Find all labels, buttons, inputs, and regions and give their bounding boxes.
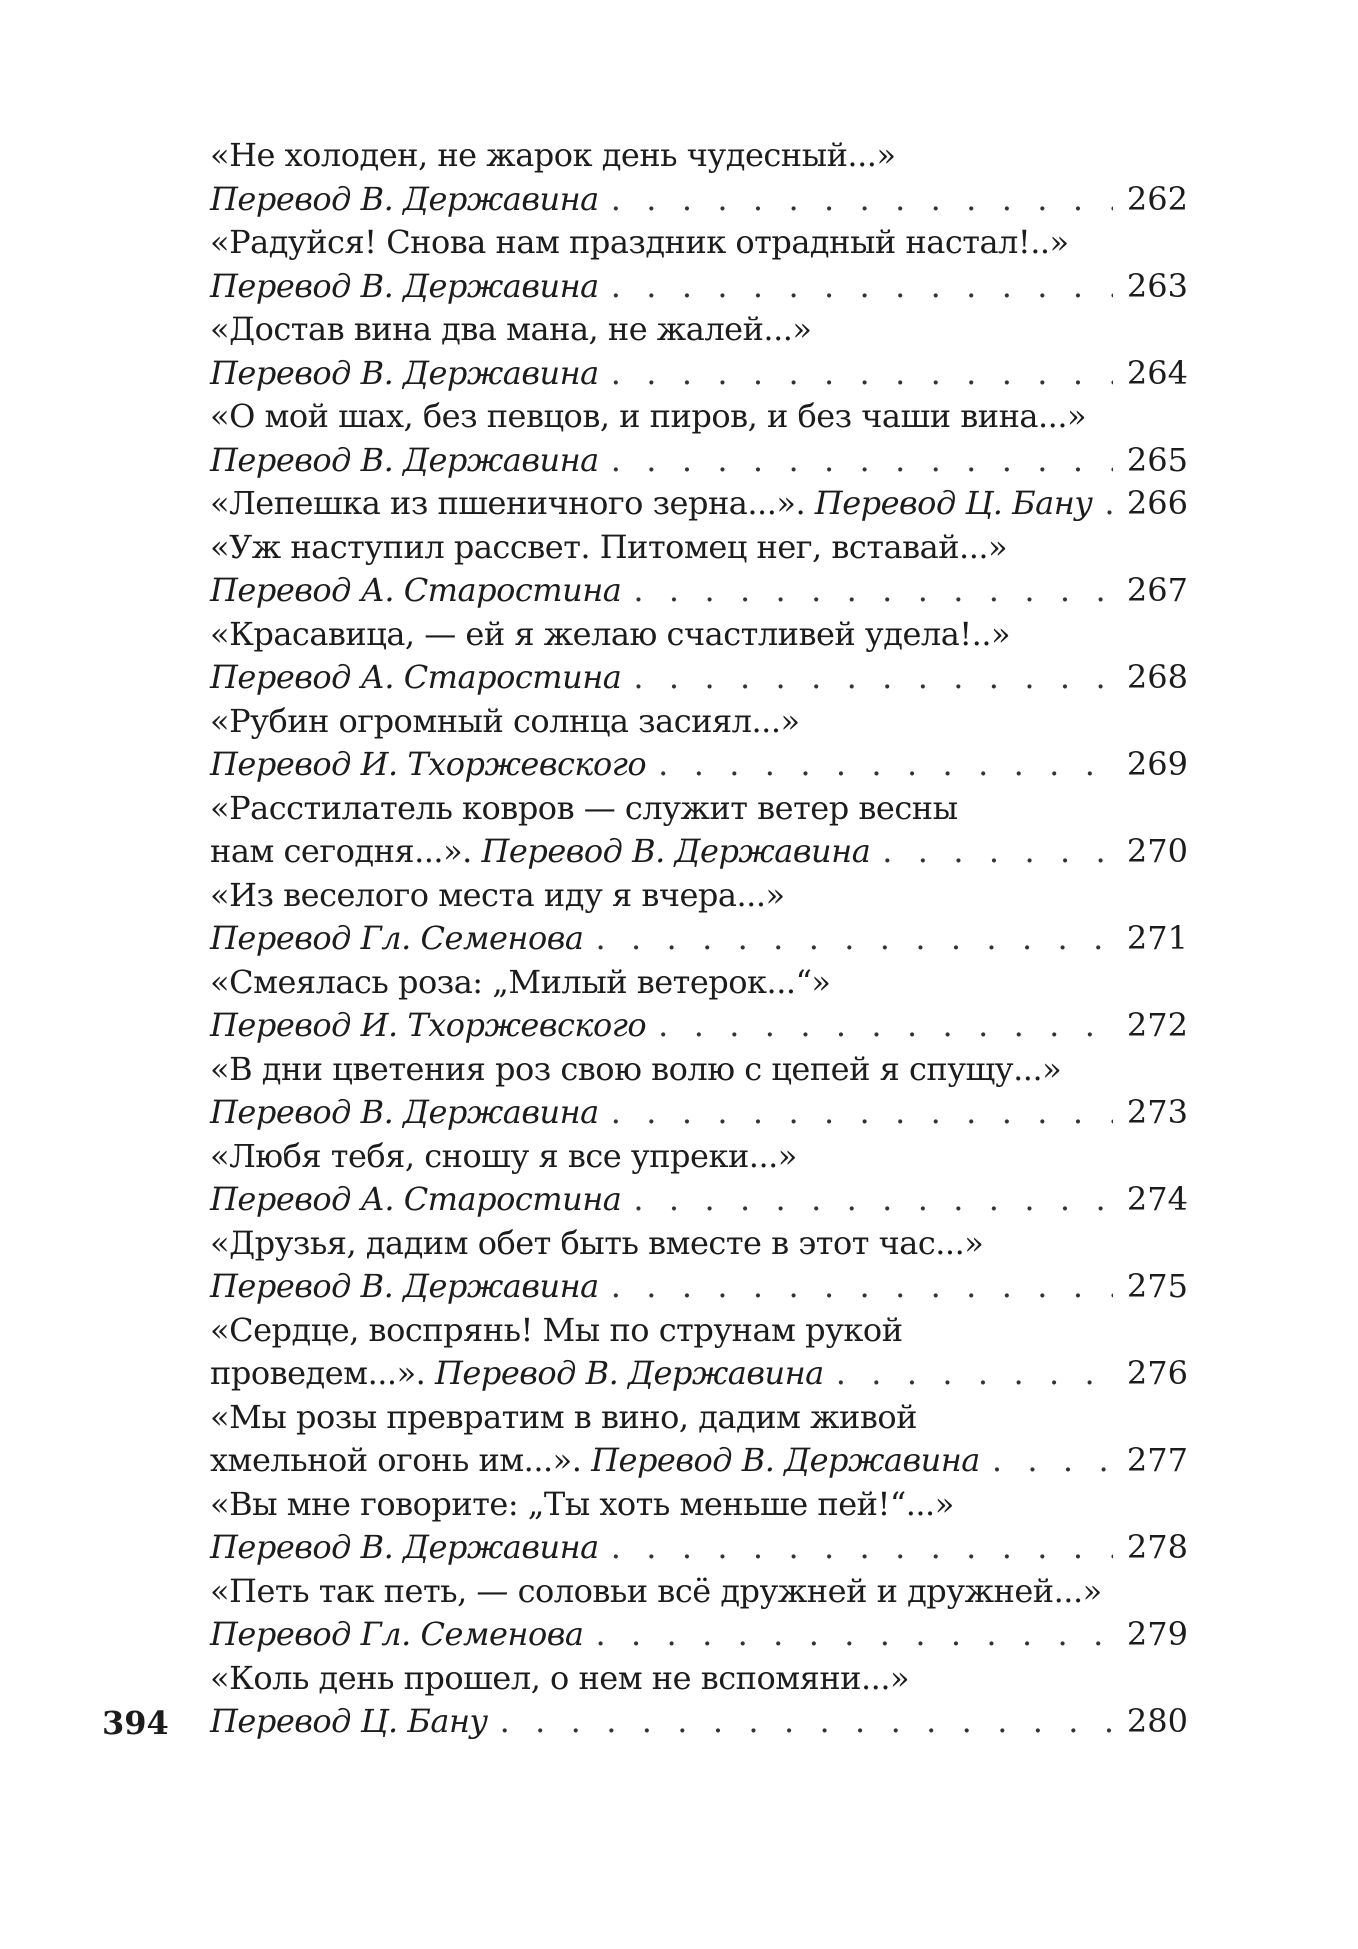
- translator-credit: Перевод А. Старостина: [210, 658, 622, 696]
- toc-entry-line: [210, 1178, 1188, 1222]
- toc-entry-line: [210, 1700, 1188, 1744]
- translator-credit: Перевод Ц. Бану: [814, 484, 1093, 522]
- translator-credit: Перевод В. Державина: [210, 266, 599, 305]
- toc-entry: [210, 134, 1188, 221]
- toc-entry-line: [210, 1352, 1188, 1396]
- dot-leader: [611, 265, 1113, 309]
- poem-first-line: «Уж наступил рассвет. Питомец нег, вставай...»: [210, 527, 1008, 566]
- toc-entry-text: [210, 787, 958, 831]
- toc-entry-line: [210, 1222, 1188, 1266]
- toc-entry-text: [210, 1570, 1102, 1614]
- toc-entry-line: [210, 613, 1188, 657]
- toc-entry: [210, 1396, 1188, 1483]
- toc-entry-text: [210, 1657, 909, 1701]
- toc-entry-text: [210, 1178, 621, 1222]
- poem-first-line: проведем...».: [210, 1354, 435, 1392]
- toc-entry-line: [210, 1483, 1188, 1527]
- toc-entry-text: [210, 1265, 599, 1309]
- poem-first-line: «Лепешка из пшеничного зерна...».: [210, 484, 815, 522]
- poem-first-line: «Не холоден, не жарок день чудесный...»: [210, 136, 896, 174]
- toc-entry-line: [210, 1004, 1188, 1048]
- toc-entry-line: [210, 395, 1188, 439]
- poem-first-line: «О мой шах, без певцов, и пиров, и без чаши вина...»: [210, 397, 1087, 435]
- dot-leader: [658, 743, 1113, 787]
- toc-entry: [210, 1657, 1188, 1744]
- toc-entry-text: [210, 1439, 980, 1483]
- toc-entry-line: [210, 917, 1188, 961]
- toc-entry-line: [210, 656, 1188, 700]
- translator-credit: Перевод И. Тхоржевского: [210, 1006, 647, 1044]
- dot-leader: [611, 1526, 1113, 1570]
- entry-page-number: 274: [1126, 1180, 1188, 1218]
- toc-entry-text: [210, 656, 621, 700]
- translator-credit: Перевод Гл. Семенова: [210, 1615, 584, 1653]
- translator-credit: Перевод Гл. Семенова: [210, 919, 584, 957]
- entry-page-number: 279: [1126, 1615, 1188, 1653]
- dot-leader: [611, 1265, 1113, 1309]
- dot-leader: [836, 1352, 1113, 1396]
- toc-entry-text: [210, 1135, 797, 1179]
- toc-entry-text: [210, 265, 599, 309]
- toc-entry: [210, 874, 1188, 961]
- poem-first-line: «Друзья, дадим обет быть вместе в этот час...»: [210, 1223, 984, 1262]
- toc-entry-line: [210, 439, 1188, 483]
- entry-page-number: 265: [1126, 440, 1188, 479]
- entry-page-number: 275: [1126, 1267, 1188, 1305]
- poem-first-line: нам сегодня...».: [210, 832, 482, 870]
- toc-entry: [210, 1309, 1188, 1396]
- poem-first-line: «Рубин огромный солнца засиял...»: [210, 701, 800, 740]
- toc-entry-text: [210, 526, 1007, 570]
- entry-page-number: 262: [1126, 179, 1188, 218]
- poem-first-line: «Мы розы превратим в вино, дадим живой: [210, 1397, 917, 1436]
- toc-entry-line: [210, 1048, 1188, 1092]
- translator-credit: Перевод Ц. Бану: [210, 1702, 488, 1740]
- entry-page-number: 266: [1126, 484, 1188, 522]
- entry-page-number: 270: [1126, 832, 1188, 870]
- entry-page-number: 268: [1126, 658, 1188, 696]
- poem-first-line: «Красавица, — ей я желаю счастливей удела!..»: [210, 614, 1011, 653]
- entry-page-number: 267: [1126, 571, 1188, 609]
- dot-leader: [633, 656, 1113, 700]
- toc-entry-text: [210, 874, 785, 918]
- translator-credit: Перевод В. Державина: [210, 440, 599, 479]
- dot-leader: [611, 352, 1113, 396]
- toc-entry-line: [210, 961, 1188, 1005]
- toc-entry-line: [210, 134, 1188, 178]
- dot-leader: [658, 1004, 1113, 1048]
- poem-first-line: «Смеялась роза: „Милый ветерок...“»: [210, 962, 831, 1001]
- entry-page-number: 276: [1126, 1354, 1188, 1392]
- poem-first-line: хмельной огонь им...».: [210, 1441, 592, 1479]
- dot-leader: [595, 917, 1112, 961]
- toc-entry: [210, 221, 1188, 308]
- toc-entry: [210, 787, 1188, 874]
- toc-entry-text: [210, 439, 599, 483]
- poem-first-line: «Вы мне говорите: „Ты хоть меньше пей!“...»: [210, 1484, 954, 1523]
- toc-entry-text: [210, 482, 1092, 526]
- poem-first-line: «Петь так петь, — соловьи всё дружней и дружней...»: [210, 1571, 1102, 1610]
- dot-leader: [633, 569, 1113, 613]
- toc-entry-text: [210, 613, 1010, 657]
- toc-entry: [210, 308, 1188, 395]
- translator-credit: Перевод В. Державина: [481, 832, 871, 870]
- toc-entry: [210, 526, 1188, 613]
- toc-entry: [210, 1222, 1188, 1309]
- toc-entry-line: [210, 482, 1188, 526]
- entry-page-number: 272: [1126, 1006, 1188, 1044]
- toc-entry-line: [210, 1091, 1188, 1135]
- poem-first-line: «Расстилатель ковров — служит ветер весны: [210, 788, 958, 827]
- page-number: 394: [102, 1704, 169, 1742]
- translator-credit: Перевод А. Старостина: [210, 1180, 622, 1218]
- entry-page-number: 271: [1126, 919, 1188, 957]
- dot-leader: [611, 178, 1113, 222]
- dot-leader: [882, 830, 1113, 874]
- poem-first-line: «В дни цветения роз свою волю с цепей я спущу...»: [210, 1049, 1062, 1088]
- dot-leader: [611, 439, 1113, 483]
- toc-entry-text: [210, 178, 599, 222]
- entry-page-number: 277: [1126, 1441, 1188, 1479]
- toc-entry: [210, 395, 1188, 482]
- toc-entry-line: [210, 1309, 1188, 1353]
- toc-entry: [210, 1483, 1188, 1570]
- dot-leader: [992, 1439, 1113, 1483]
- toc-entry-text: [210, 134, 896, 178]
- poem-first-line: «Сердце, воспрянь! Мы по струнам рукой: [210, 1310, 903, 1349]
- dot-leader: [633, 1178, 1113, 1222]
- translator-credit: Перевод В. Державина: [210, 1528, 599, 1566]
- poem-first-line: «Любя тебя, сношу я все упреки...»: [210, 1136, 797, 1175]
- entry-page-number: 263: [1126, 266, 1188, 305]
- toc-entry-text: [210, 830, 870, 874]
- poem-first-line: «Из веселого места иду я вчера...»: [210, 875, 785, 914]
- entry-page-number: 269: [1126, 745, 1188, 783]
- toc-entry-text: [210, 1700, 488, 1744]
- poem-first-line: «Коль день прошел, о нем не вспомяни...»: [210, 1658, 910, 1697]
- toc-entry-text: [210, 917, 583, 961]
- toc-entry-line: [210, 1135, 1188, 1179]
- toc-entry-text: [210, 1352, 824, 1396]
- toc-entry-text: [210, 1091, 599, 1135]
- toc-entry: [210, 961, 1188, 1048]
- toc-entry-line: [210, 569, 1188, 613]
- toc-entry-line: [210, 1439, 1188, 1483]
- toc-entry-text: [210, 1396, 917, 1440]
- toc-entry-text: [210, 1222, 983, 1266]
- dot-leader: [500, 1700, 1113, 1744]
- toc-entry-line: [210, 1613, 1188, 1657]
- toc-entry-text: [210, 221, 1069, 265]
- translator-credit: Перевод В. Державина: [210, 179, 599, 218]
- toc-entry-text: [210, 1613, 583, 1657]
- toc-entry-text: [210, 1309, 903, 1353]
- entry-page-number: 264: [1126, 353, 1188, 392]
- translator-credit: Перевод В. Державина: [591, 1441, 980, 1479]
- toc-entry: [210, 613, 1188, 700]
- translator-credit: Перевод А. Старостина: [210, 571, 622, 609]
- toc-entry-line: [210, 1657, 1188, 1701]
- dot-leader: [1104, 482, 1113, 526]
- translator-credit: Перевод В. Державина: [210, 353, 599, 392]
- toc-entry-line: [210, 1570, 1188, 1614]
- translator-credit: Перевод В. Державина: [210, 1267, 599, 1305]
- table-of-contents: [210, 134, 1188, 1744]
- toc-entry-line: [210, 874, 1188, 918]
- translator-credit: Перевод И. Тхоржевского: [210, 745, 647, 783]
- entry-page-number: 278: [1126, 1528, 1188, 1566]
- toc-entry-line: [210, 221, 1188, 265]
- dot-leader: [595, 1613, 1112, 1657]
- entry-page-number: 273: [1126, 1093, 1188, 1131]
- toc-entry-line: [210, 526, 1188, 570]
- toc-entry: [210, 1570, 1188, 1657]
- toc-entry-text: [210, 569, 621, 613]
- toc-entry-line: [210, 1396, 1188, 1440]
- toc-entry-text: [210, 395, 1086, 439]
- toc-entry: [210, 1048, 1188, 1135]
- toc-entry: [210, 700, 1188, 787]
- toc-entry-line: [210, 700, 1188, 744]
- toc-entry-line: [210, 308, 1188, 352]
- poem-first-line: «Радуйся! Снова нам праздник отрадный настал!..»: [210, 223, 1069, 261]
- toc-entry-line: [210, 743, 1188, 787]
- toc-entry-text: [210, 1526, 599, 1570]
- toc-entry-line: [210, 1526, 1188, 1570]
- toc-entry-text: [210, 1048, 1061, 1092]
- toc-entry: [210, 482, 1188, 526]
- translator-credit: Перевод В. Державина: [210, 1093, 599, 1131]
- toc-entry-line: [210, 178, 1188, 222]
- toc-entry-text: [210, 700, 800, 744]
- toc-entry-text: [210, 308, 812, 352]
- toc-entry-line: [210, 830, 1188, 874]
- entry-page-number: 280: [1126, 1702, 1188, 1740]
- translator-credit: Перевод В. Державина: [435, 1354, 824, 1392]
- toc-entry-line: [210, 787, 1188, 831]
- toc-entry-line: [210, 265, 1188, 309]
- toc-entry-line: [210, 352, 1188, 396]
- toc-entry-text: [210, 743, 646, 787]
- poem-first-line: «Достав вина два мана, не жалей...»: [210, 310, 812, 348]
- dot-leader: [611, 1091, 1113, 1135]
- toc-entry-text: [210, 1004, 646, 1048]
- toc-entry-text: [210, 1483, 954, 1527]
- toc-entry-text: [210, 961, 831, 1005]
- toc-entry-text: [210, 352, 599, 396]
- toc-entry-line: [210, 1265, 1188, 1309]
- toc-entry: [210, 1135, 1188, 1222]
